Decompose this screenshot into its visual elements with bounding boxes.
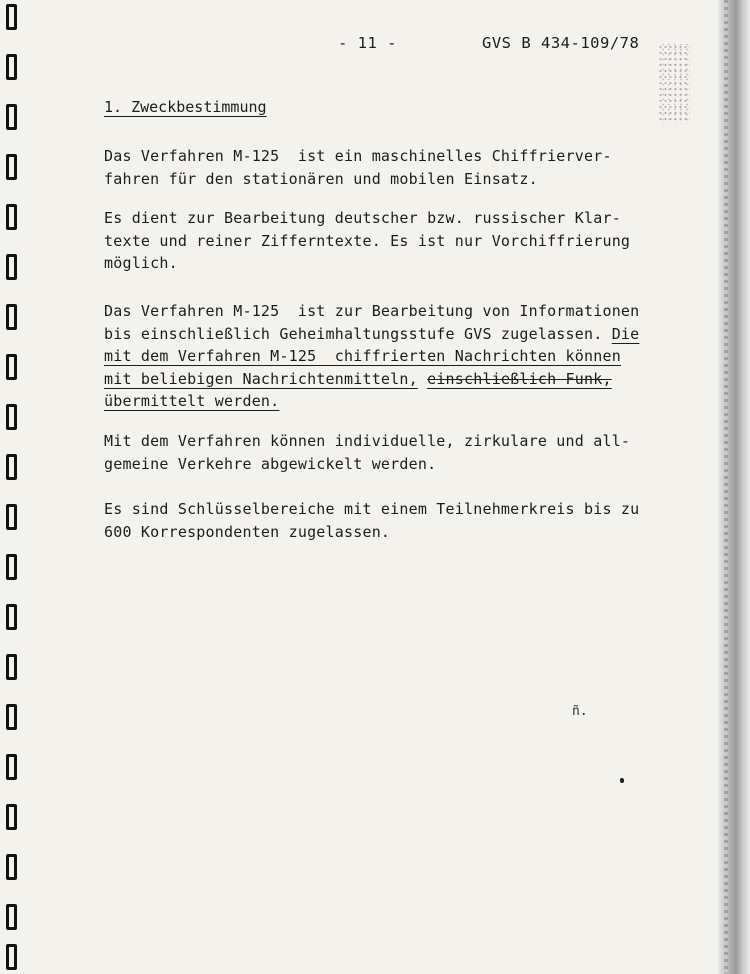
binder-hole [6, 204, 17, 230]
binder-hole [6, 654, 17, 680]
paragraph-key-areas [104, 498, 644, 543]
underlined-text: mit dem Verfahren M-125 chiffrierten Nachrichten können [104, 347, 621, 365]
binder-hole [6, 554, 17, 580]
binder-hole [6, 854, 17, 880]
binder-hole [6, 944, 17, 970]
text-line: texte und reiner Zifferntexte. Es ist nur Vorchiffrierung [104, 231, 631, 250]
text-line: Mit dem Verfahren können individuelle, zirkulare und all- [104, 432, 631, 450]
text-line: möglich. [104, 254, 178, 272]
text-line: fahren für den stationären und mobilen Einsatz. [104, 169, 538, 188]
binder-hole [6, 454, 17, 480]
ink-dot [620, 778, 624, 783]
binder-hole [6, 504, 17, 530]
underlined-text: mit beliebigen Nachrichtenmitteln, [104, 369, 418, 388]
text-line: bis einschließlich Geheimhaltungsstufe GVS zugelassen. [104, 324, 603, 343]
binder-hole [6, 754, 17, 780]
underlined-text: übermittelt werden. [104, 392, 280, 410]
text-line: Das Verfahren M-125 ist ein maschinelles Chiffrierver- [104, 147, 612, 165]
binder-hole [6, 604, 17, 630]
binder-hole [6, 804, 17, 830]
binder-hole [6, 704, 17, 730]
binder-hole [6, 354, 17, 380]
text-line: Es sind Schlüsselbereiche mit einem Teilnehmerkreis bis zu [104, 500, 640, 518]
section-heading: 1. Zweckbestimmung [104, 98, 267, 116]
binder-hole [6, 104, 17, 130]
binder-hole [6, 4, 17, 30]
text-line: Das Verfahren M-125 ist zur Bearbeitung von Informationen [104, 302, 640, 320]
paragraph-purpose [104, 145, 644, 190]
document-reference: GVS B 434-109/78 [482, 34, 640, 52]
text-line: Es dient zur Bearbeitung deutscher bzw. russischer Klar- [104, 209, 621, 227]
text-line: gemeine Verkehre abgewickelt werden. [104, 454, 437, 473]
paragraph-traffic [104, 430, 644, 475]
paragraph-usage [104, 207, 644, 275]
margin-mark: ñ. [572, 704, 588, 719]
binder-hole [6, 404, 17, 430]
binder-hole [6, 304, 17, 330]
struck-text: einschließlich Funk, [427, 369, 612, 388]
paragraph-classification [104, 300, 644, 413]
text-line: 600 Korrespondenten zugelassen. [104, 522, 391, 541]
scan-edge [718, 0, 750, 974]
binder-hole [6, 904, 17, 930]
binder-hole [6, 54, 17, 80]
underlined-text: Die [611, 324, 640, 343]
page-number: - 11 - [338, 34, 397, 52]
binder-hole [6, 154, 17, 180]
binder-hole [6, 254, 17, 280]
scan-speckle [658, 44, 690, 124]
